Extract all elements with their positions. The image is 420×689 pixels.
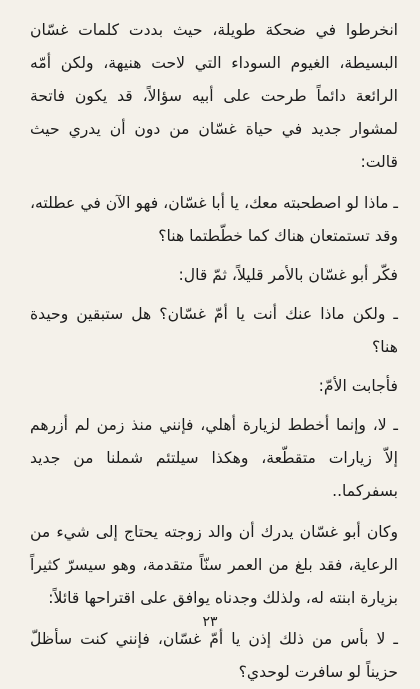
paragraph-narration-3: فأجابت الأمّ:	[318, 377, 398, 395]
paragraph-dialogue-1: ـ ماذا لو اصطحبته معك، يا أبا غسّان، فهو الآن في عطلته، وقد تستمتعان هناك كما خطّطتما هنا؟	[30, 194, 398, 245]
paragraph-narration-2: فكّر أبو غسّان بالأمر قليلاً، ثمّ قال:	[178, 266, 398, 284]
page-number: ٢٣	[202, 614, 218, 630]
paragraph-dialogue-2: ـ ولكن ماذا عنك أنت يا أمّ غسّان؟ هل ستبقين وحيدة هنا؟	[30, 305, 398, 356]
paragraph-dialogue-3: ـ لا، وإنما أخطط لزيارة أهلي، فإنني منذ زمن لم أزرهم إلاّ زيارات متقطّعة، وهكذا سيلتئم شملنا من جديد بسفركما..	[30, 416, 398, 500]
paragraph-narration-1: انخرطوا في ضحكة طويلة، حيث بددت كلمات غسّان البسيطة، الغيوم السوداء التي لاحت هنيهة، ولكن أمّه الرائعة دائماً طرحت على أبيه سؤالاً، قد يكون فاتحة لمشوار جديد في حياة غسّان من دون أن يدري حيث قالت:	[30, 21, 398, 171]
paragraph-narration-4: وكان أبو غسّان يدرك أن والد زوجته يحتاج إلى شيء من الرعاية، فقد بلغ من العمر سنّاً متقدمة، وهو سيسرّ كثيراً بزيارة ابنته له، ولذلك وجدناه يوافق على اقتراحها قائلاً:	[30, 523, 398, 607]
paragraph-dialogue-4: ـ لا بأس من ذلك إذن يا أمّ غسّان، فإنني كنت سأظلّ حزيناً لو سافرت لوحدي؟	[30, 630, 398, 681]
